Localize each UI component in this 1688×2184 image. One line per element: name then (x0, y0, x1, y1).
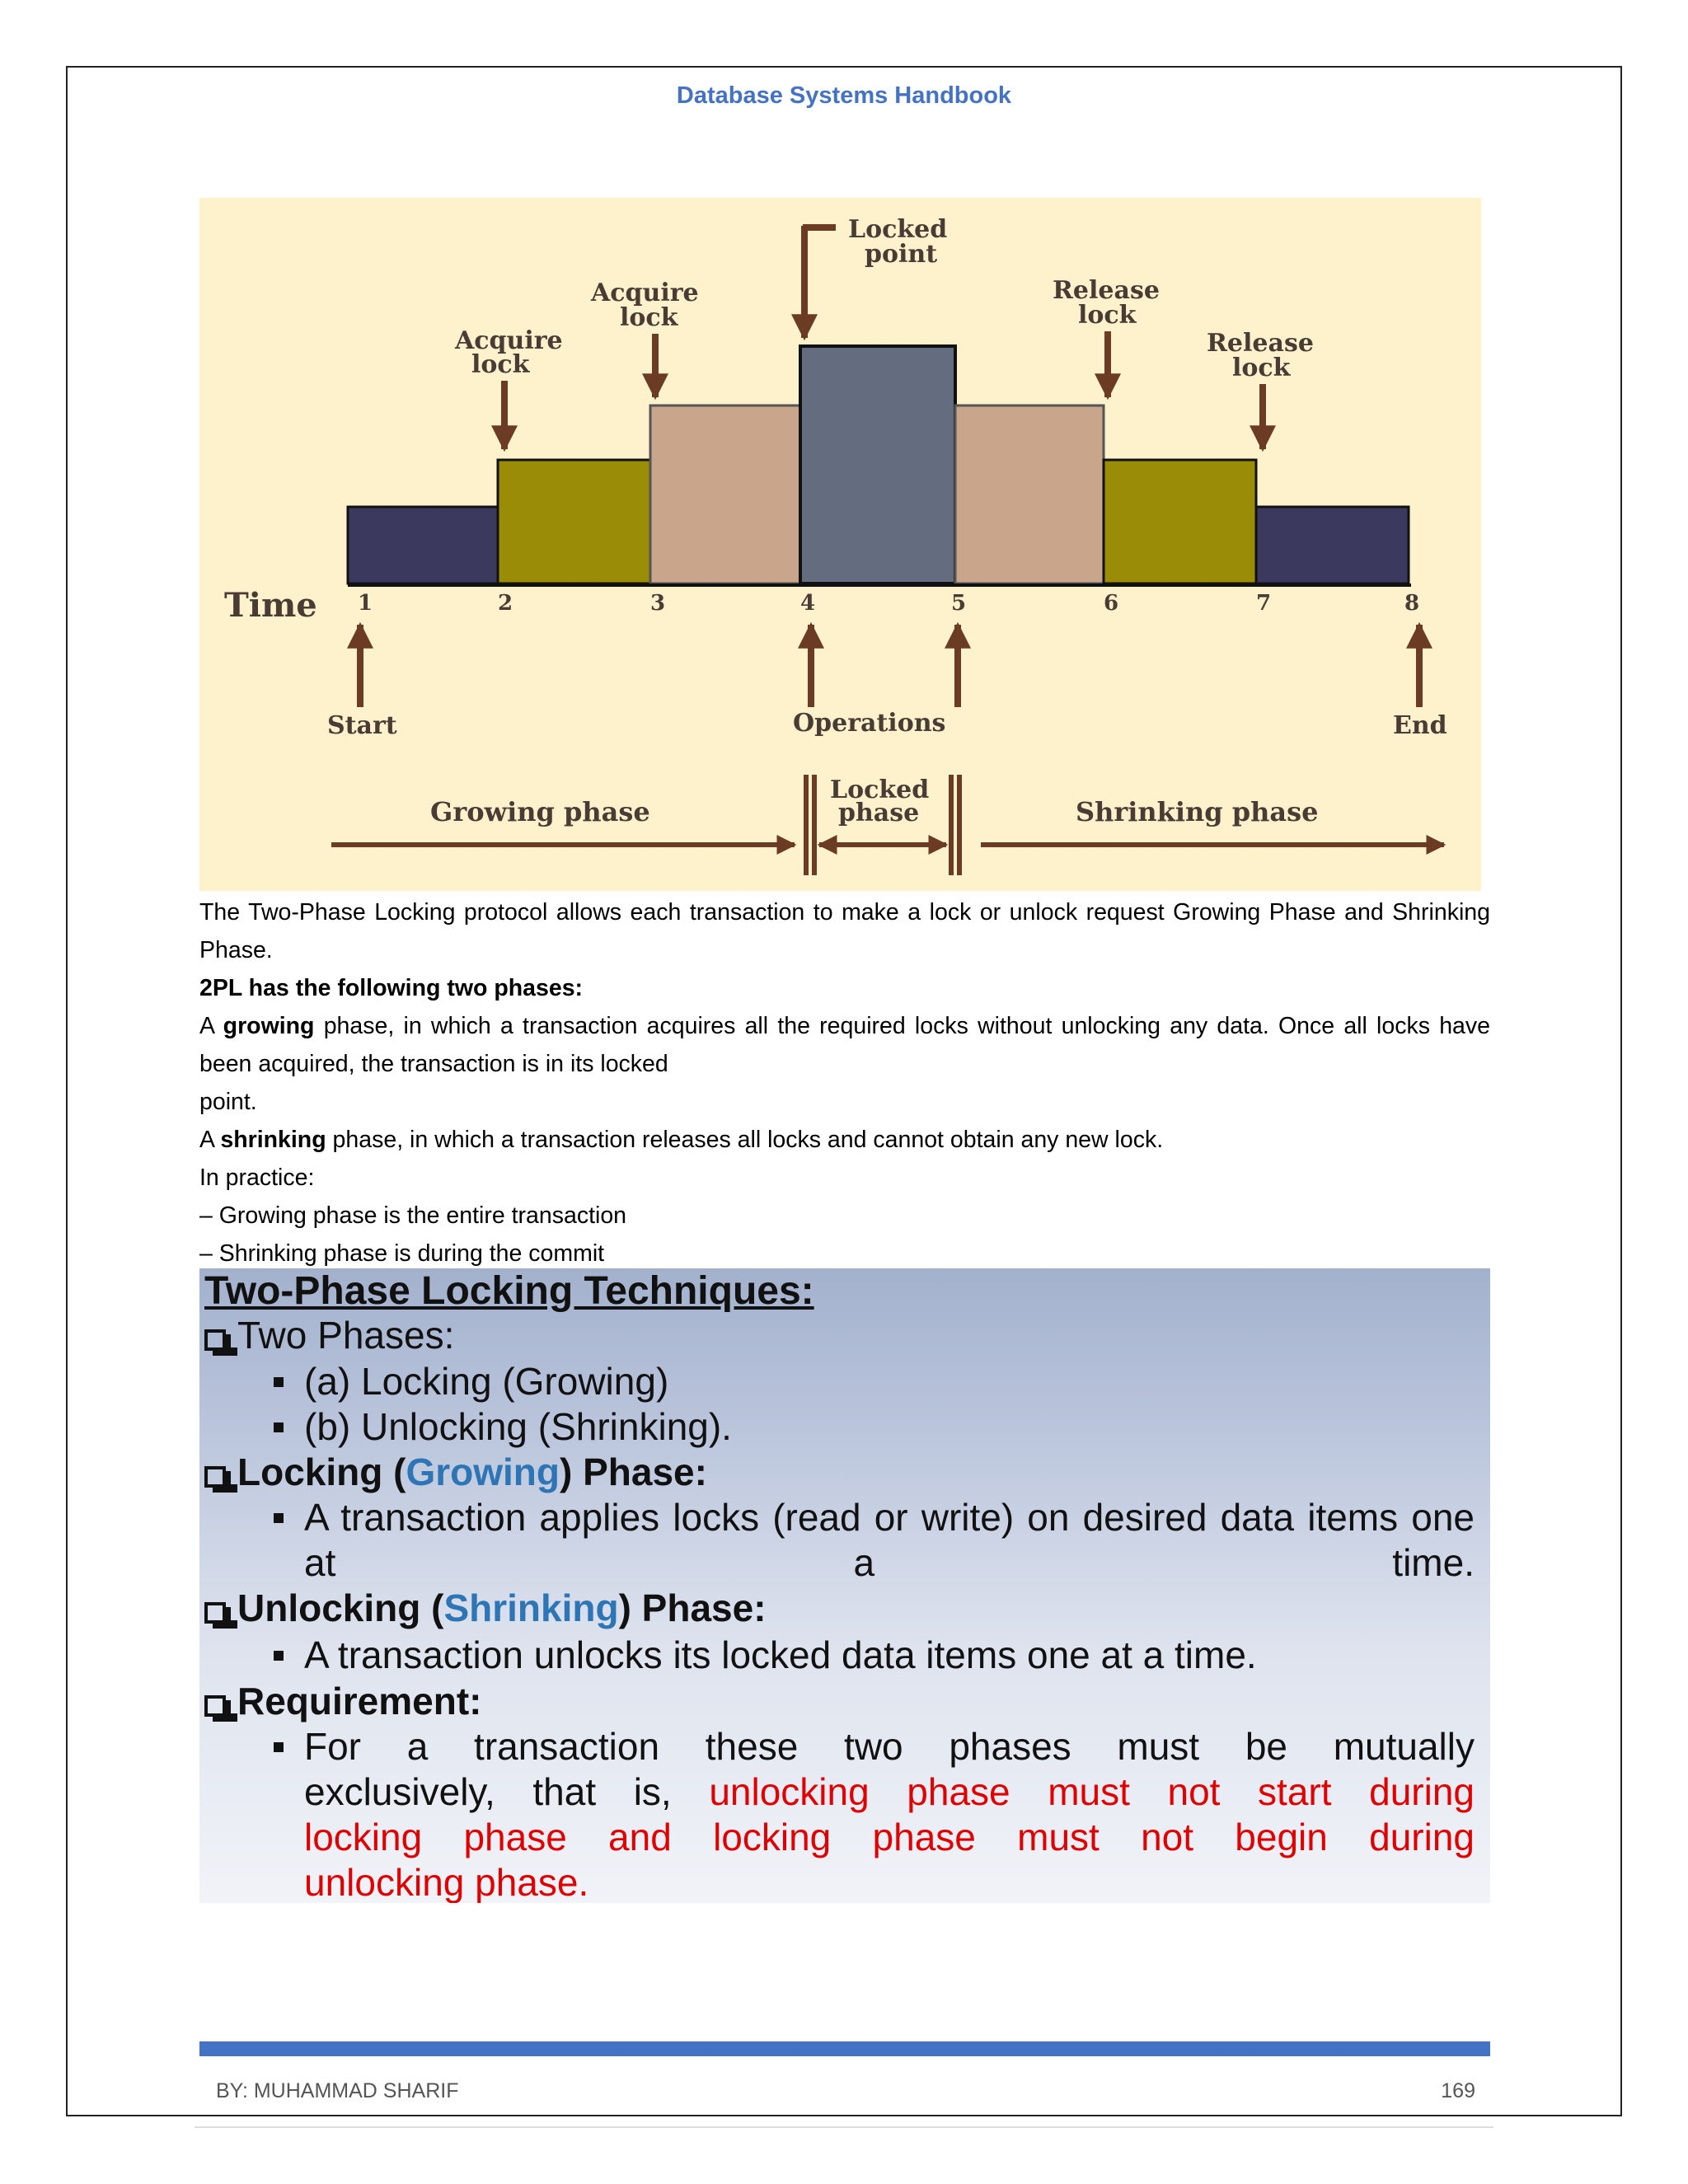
slide-phase-b: (b) Unlocking (Shrinking). (304, 1405, 732, 1448)
svg-text:Release: Release (1207, 329, 1314, 358)
body-text (199, 893, 1490, 1272)
locked-phase-label-1: Locked (830, 776, 930, 804)
svg-text:Acquire: Acquire (455, 326, 563, 355)
bar-2 (498, 460, 650, 583)
slide-locking-heading: Locking (Growing) Phase: (237, 1451, 707, 1493)
page-header-title: Database Systems Handbook (676, 82, 1012, 109)
paragraph-growing-practice: – Growing phase is the entire transaction (199, 1202, 627, 1229)
tick-2: 2 (498, 591, 513, 616)
slide-requirement-desc: For a transaction these two phases must be mutually exclusively, that is, unlocking phase must not start during locking phase and locking phase must not begin during unlocking phase. (304, 1725, 1475, 1903)
svg-text:Acquire: Acquire (591, 279, 699, 307)
paragraph-shrinking-practice: – Shrinking phase is during the commit (199, 1240, 605, 1267)
tick-7: 7 (1256, 591, 1272, 616)
tick-1: 1 (358, 591, 373, 616)
square-bullet-icon (274, 1513, 284, 1523)
locked-phase-label-2: phase (838, 799, 920, 827)
paragraph-growing: A growing phase, in which a transaction acquires all the required locks without unlocking any data. Once all locks have been acquired, the transaction is in its locked (199, 1013, 1490, 1077)
paragraph-shrinking: A shrinking phase, in which a transaction releases all locks and cannot obtain any new lock. (199, 1127, 1164, 1153)
page-number: 169 (1441, 2079, 1475, 2102)
square-bullet-icon (274, 1377, 284, 1387)
square-bullet-icon (274, 1651, 284, 1661)
operations-label: Operations (793, 709, 946, 738)
start-label: Start (327, 711, 397, 740)
bar-3 (650, 405, 800, 583)
tick-6: 6 (1104, 591, 1119, 616)
slide-locking-desc: A transaction applies locks (read or write) on desired data items one at a time. (304, 1496, 1475, 1584)
checkbox-bullet-icon (204, 1329, 226, 1351)
square-bullet-icon (274, 1742, 284, 1752)
svg-text:lock: lock (471, 350, 530, 379)
checkbox-bullet-icon (204, 1602, 226, 1624)
paragraph-2pl-heading: 2PL has the following two phases: (199, 975, 584, 1001)
svg-text:lock: lock (620, 303, 678, 332)
two-phase-locking-slide (199, 1268, 1490, 1903)
square-bullet-icon (274, 1422, 284, 1432)
paragraph-intro: The Two-Phase Locking protocol allows each transaction to make a lock or unlock request Growing Phase and Shrinking Phase. (199, 899, 1490, 963)
slide-two-phases: Two Phases: (237, 1314, 455, 1357)
svg-text:point: point (865, 240, 938, 269)
bar-5 (955, 405, 1104, 583)
growing-phase-label: Growing phase (430, 796, 650, 827)
slide-unlocking-desc: A transaction unlocks its locked data items one at a time. (304, 1633, 1257, 1676)
checkbox-bullet-icon (204, 1695, 226, 1717)
slide-phase-a: (a) Locking (Growing) (304, 1360, 669, 1403)
tick-8: 8 (1404, 591, 1420, 616)
two-phase-locking-figure (199, 198, 1481, 891)
tick-3: 3 (650, 591, 666, 616)
slide-title: Two-Phase Locking Techniques: (204, 1269, 814, 1313)
svg-text:lock: lock (1078, 301, 1137, 330)
tick-5: 5 (951, 591, 967, 616)
bar-6 (1104, 460, 1256, 583)
tick-4: 4 (800, 591, 816, 616)
end-label: End (1393, 711, 1447, 740)
shrinking-phase-label: Shrinking phase (1076, 796, 1319, 827)
bottom-divider (195, 2126, 1493, 2128)
svg-text:Release: Release (1053, 276, 1160, 305)
bar-4 (800, 346, 955, 583)
paragraph-point: point. (199, 1089, 257, 1115)
slide-unlocking-heading: Unlocking (Shrinking) Phase: (237, 1586, 767, 1629)
slide-requirement-heading: Requirement: (237, 1680, 482, 1722)
svg-text:Locked: Locked (848, 215, 948, 244)
time-label: Time (224, 586, 317, 625)
bar-7 (1256, 507, 1409, 583)
checkbox-bullet-icon (204, 1466, 226, 1488)
bar-1 (348, 507, 498, 583)
paragraph-in-practice: In practice: (199, 1165, 315, 1191)
footer-author: BY: MUHAMMAD SHARIF (216, 2079, 459, 2102)
svg-text:lock: lock (1232, 354, 1291, 382)
footer-bar (199, 2041, 1490, 2056)
